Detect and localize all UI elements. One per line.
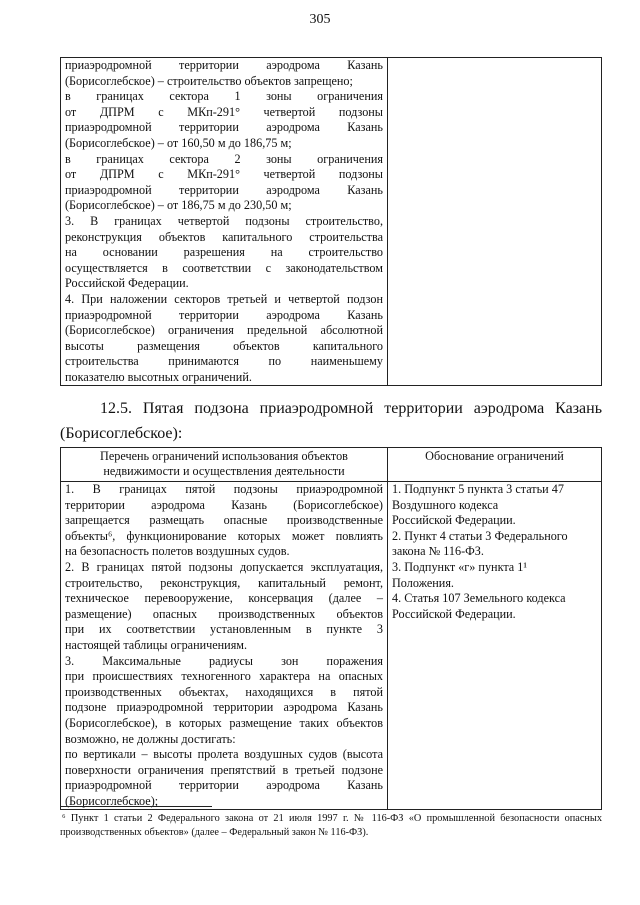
text-line: (Борисоглебское); xyxy=(65,793,159,808)
text-line: настоящей таблицы ограничениям. xyxy=(65,637,248,652)
section-heading: 12.5. Пятая подзона приаэродромной территории аэродрома Казань xyxy=(100,400,602,417)
table2-left-lines xyxy=(65,482,383,809)
text-line: (Борисоглебское) ограничения предельной абсолютной xyxy=(65,323,383,338)
text-line: возможно, не должны достигать: xyxy=(65,731,236,746)
text-line: строительства принимаются по наименьшему xyxy=(65,354,383,369)
text-line: размещение) опасных производственных объектов xyxy=(65,606,383,621)
table2-right-lines xyxy=(392,482,597,622)
text-line: высоты размещения объектов капитального xyxy=(65,338,383,353)
text-line: 1. Подпункт 5 пункта 3 статьи 47 xyxy=(392,482,564,496)
table2-header-restrictions: Перечень ограничений использования объектов недвижимости и осуществления деятельности xyxy=(61,448,388,482)
text-line: строительство, реконструкция, капитальный ремонт, xyxy=(65,575,383,590)
text-line: объекты⁶, функционирование которых может повлиять xyxy=(65,528,383,543)
fifth-subzone-table xyxy=(60,447,602,810)
text-line: от ДПРМ с МКп-291° четвертой подзоны xyxy=(65,104,383,119)
text-line: территории аэродрома Казань (Борисоглебское) xyxy=(65,497,383,512)
text-line: в границах сектора 1 зоны ограничения xyxy=(65,89,383,104)
text-line: техническое перевооружение, консервация (далее – xyxy=(65,591,383,606)
text-line: Воздушного кодекса xyxy=(392,497,499,512)
text-line: 4. При наложении секторов третьей и четвертой подзон xyxy=(65,291,383,306)
footnote: ⁶ Пункт 1 статьи 2 Федерального закона от 21 июля 1997 г. № 116-ФЗ «О промышленной безопасности опасных производственных объектов» (далее – Федеральный закон № 116-ФЗ). xyxy=(60,813,602,838)
text-line: приаэродромной территории аэродрома Казань xyxy=(65,120,383,135)
text-line: (Борисоглебское), в которых размещение таких объектов xyxy=(65,715,383,730)
table1-restrictions-cell xyxy=(61,58,388,386)
text-line: поверхности ограничения препятствий в третьей подзоне xyxy=(65,762,383,777)
text-line: приаэродромной территории аэродрома Казань xyxy=(65,778,383,793)
text-line: 4. Статья 107 Земельного кодекса xyxy=(392,591,566,606)
text-line: (Борисоглебское) – от 186,75 м до 230,50 м; xyxy=(65,198,292,213)
table1-left-lines xyxy=(65,58,383,385)
text-line: на основании разрешения на строительство xyxy=(65,245,383,260)
text-line: производственных объектах, находящихся в пятой xyxy=(65,684,383,699)
text-line: Российской Федерации. xyxy=(392,513,516,528)
text-line: закона № 116-ФЗ. xyxy=(392,544,484,559)
text-line: в границах сектора 2 зоны ограничения xyxy=(65,151,383,166)
text-line: Российской Федерации. xyxy=(65,276,189,291)
text-line: от ДПРМ с МКп-291° четвертой подзоны xyxy=(65,167,383,182)
text-line: на безопасность полетов воздушных судов. xyxy=(65,544,290,559)
text-line: запрещается размещать опасные производственные xyxy=(65,513,383,528)
text-line: приаэродромной территории аэродрома Казань xyxy=(65,182,383,197)
text-line: 2. В границах пятой подзоны допускается эксплуатация, xyxy=(65,559,383,574)
text-line: 2. Пункт 4 статьи 3 Федерального xyxy=(392,528,568,543)
text-line: (Борисоглебское) – строительство объектов запрещено; xyxy=(65,73,353,88)
footnote-separator xyxy=(60,806,212,807)
text-line: по вертикали – высоты пролета воздушных судов (высота xyxy=(65,747,383,762)
section-heading-continuation: (Борисоглебское): xyxy=(60,425,183,442)
table1-justification-cell xyxy=(388,58,602,386)
text-line: 3. В границах четвертой подзоны строительство, xyxy=(65,213,383,228)
text-line: Положения. xyxy=(392,575,454,590)
text-line: (Борисоглебское) – от 160,50 м до 186,75 м; xyxy=(65,135,292,150)
text-line: показателю высотных ограничений. xyxy=(65,369,252,384)
text-line: 3. Максимальные радиусы зон поражения xyxy=(65,653,383,668)
page-number: 305 xyxy=(309,12,331,27)
table2-restrictions-cell xyxy=(61,482,388,810)
text-line: подзоне приаэродромной территории аэродрома Казань xyxy=(65,700,383,715)
text-line: осуществляется в соответствии с законодательством xyxy=(65,260,383,275)
text-line: приаэродромной территории аэродрома Казань xyxy=(65,58,383,72)
text-line: приаэродромной территории аэродрома Казань xyxy=(65,307,383,322)
text-line: Российской Федерации. xyxy=(392,606,516,621)
text-line: реконструкция объектов капитального строительства xyxy=(65,229,383,244)
text-line: при их соответствии установленным в пункте 3 xyxy=(65,622,383,637)
restrictions-table-continued xyxy=(60,57,602,386)
table2-header-justification: Обоснование ограничений xyxy=(388,448,602,482)
text-line: при происшествиях техногенного характера на опасных xyxy=(65,669,383,684)
text-line: 1. В границах пятой подзоны приаэродромной xyxy=(65,482,383,496)
text-line: 3. Подпункт «г» пункта 1¹ xyxy=(392,559,528,574)
table2-justification-cell xyxy=(388,482,602,810)
